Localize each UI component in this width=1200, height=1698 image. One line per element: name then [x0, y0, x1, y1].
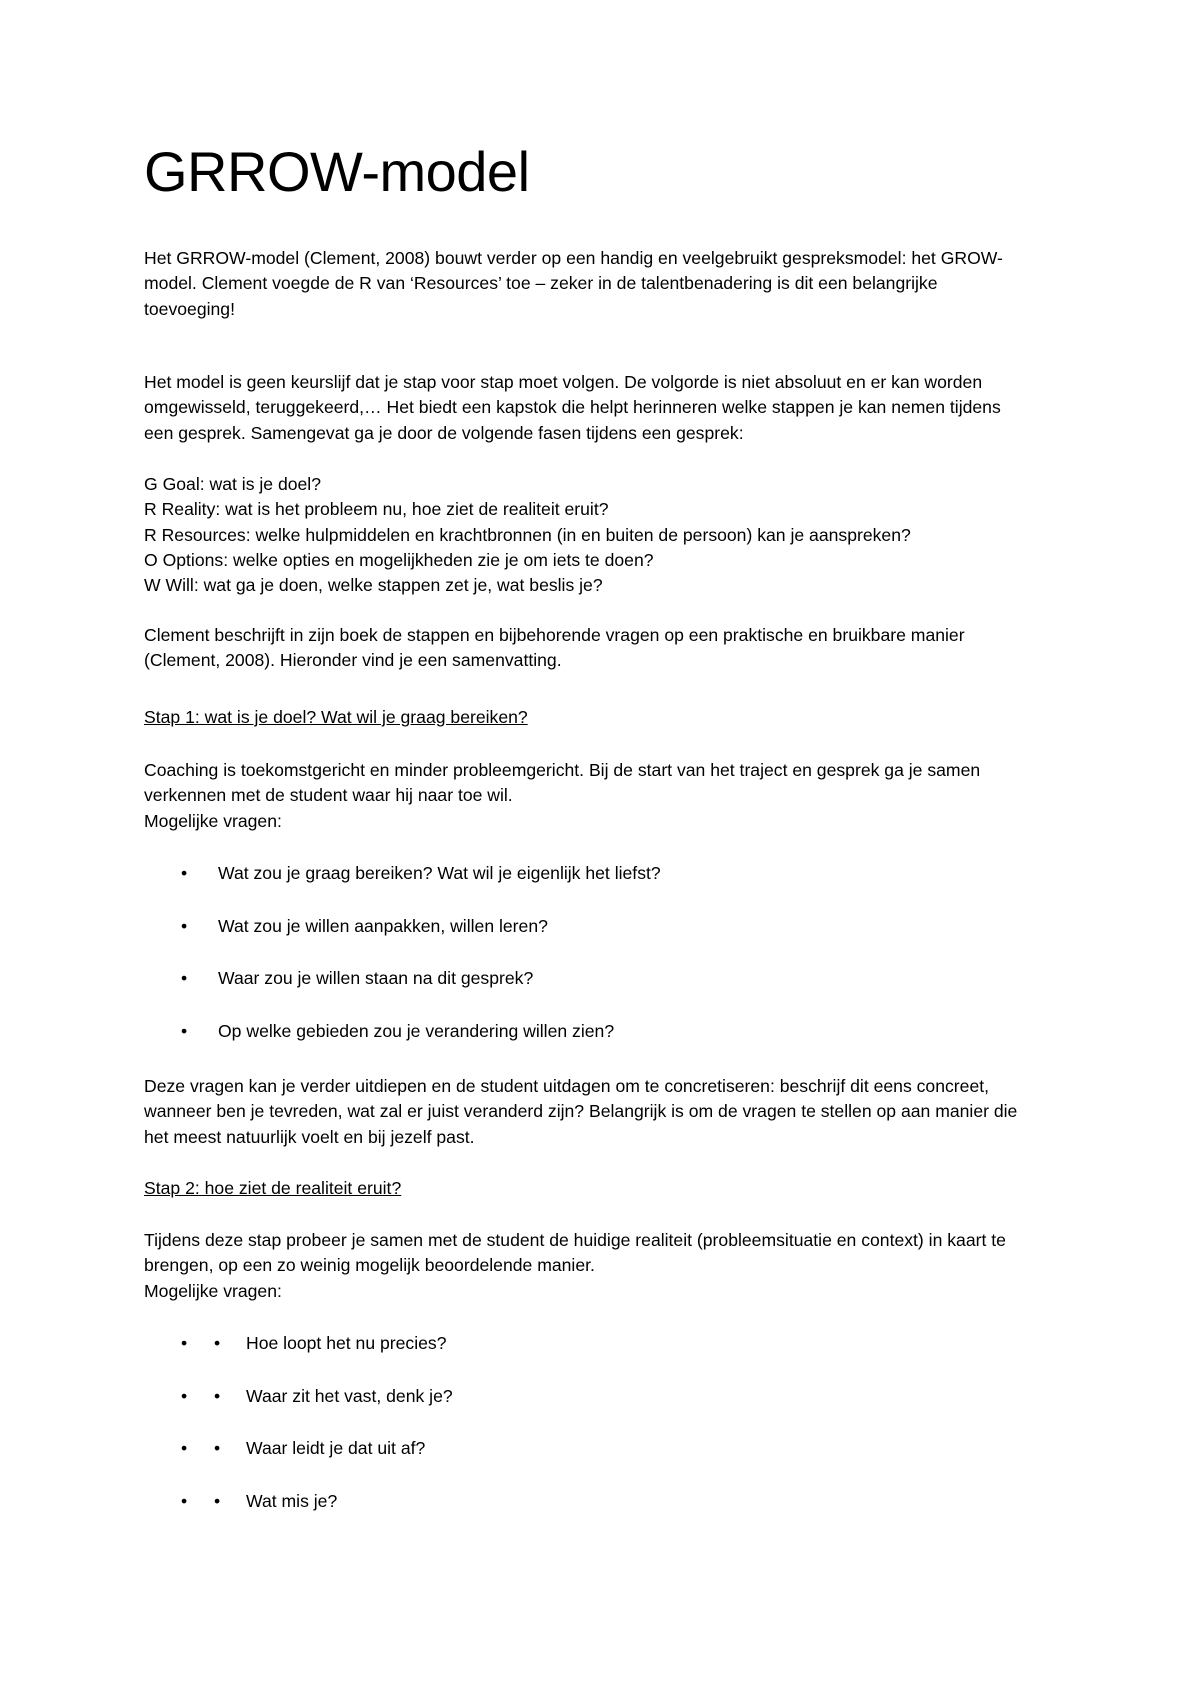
- phase-goal: G Goal: wat is je doel?: [144, 474, 322, 494]
- step1-body: [144, 758, 1074, 834]
- summary-line: (Clement, 2008). Hieronder vind je een samenvatting.: [144, 650, 562, 671]
- question-text: Waar leidt je dat uit af?: [246, 1438, 426, 1458]
- bullet-icon: •: [181, 1333, 188, 1353]
- model-line: een gesprek. Samengevat ga je door de volgende fasen tijdens een gesprek:: [144, 422, 744, 443]
- step1-heading: [144, 705, 1074, 730]
- bullet-icon: •: [181, 968, 188, 988]
- step2-body-line: brengen, op een zo weinig mogelijk beoordelende manier.: [144, 1255, 595, 1276]
- bullet-icon: •: [214, 1438, 221, 1458]
- phases-list: [144, 472, 1074, 598]
- phase-options: O Options: welke opties en mogelijkheden zie je om iets te doen?: [144, 549, 654, 570]
- question-text: Wat zou je graag bereiken? Wat wil je eigenlijk het liefst?: [218, 863, 661, 883]
- step1-heading-text: Stap 1: wat is je doel? Wat wil je graag bereiken?: [144, 707, 528, 727]
- question-text: Op welke gebieden zou je verandering willen zien?: [218, 1020, 615, 1041]
- question-text: Hoe loopt het nu precies?: [246, 1333, 447, 1353]
- bullet-icon: •: [181, 1020, 188, 1041]
- step1-after-line: Deze vragen kan je verder uitdiepen en de student uitdagen om te concretiseren: beschrijf dit eens concreet,: [144, 1076, 990, 1096]
- bullet-icon: •: [214, 1333, 221, 1353]
- step2-heading-text: Stap 2: hoe ziet de realiteit eruit?: [144, 1178, 402, 1198]
- bullet-icon: •: [214, 1385, 221, 1406]
- step1-after-line: wanneer ben je tevreden, wat zal er juist veranderd zijn? Belangrijk is om de vragen te stellen op aan manier die: [144, 1101, 1018, 1122]
- question-text: Waar zou je willen staan na dit gesprek?: [218, 968, 534, 988]
- bullet-icon: •: [181, 915, 188, 936]
- phase-resources: R Resources: welke hulpmiddelen en krachtbronnen (in en buiten de persoon) kan je aanspreken?: [144, 524, 911, 545]
- intro-line: toevoeging!: [144, 298, 235, 319]
- phase-will: W Will: wat ga je doen, welke stappen zet je, wat beslis je?: [144, 575, 603, 596]
- intro-paragraph: [144, 246, 1074, 322]
- intro-line: Het GRROW-model (Clement, 2008) bouwt verder op een handig en veelgebruikt gespreksmodel: het GROW-: [144, 248, 1003, 268]
- question-text: Waar zit het vast, denk je?: [246, 1385, 453, 1406]
- bullet-icon: •: [181, 1438, 188, 1458]
- bullet-icon: •: [181, 1385, 188, 1406]
- summary-paragraph: [144, 623, 1074, 674]
- intro-line: model. Clement voegde de R van ‘Resources’ toe – zeker in de talentbenadering is dit een belangrijke: [144, 273, 938, 294]
- step2-body: [144, 1228, 1074, 1304]
- step2-body-line: Tijdens deze stap probeer je samen met de student de huidige realiteit (probleemsituatie en context) in kaart te: [144, 1230, 1006, 1250]
- model-line: Het model is geen keurslijf dat je stap voor stap moet volgen. De volgorde is niet absoluut en er kan worden: [144, 372, 983, 392]
- step1-body-line: verkennen met de student waar hij naar toe wil.: [144, 785, 513, 806]
- step1-body-line: Coaching is toekomstgericht en minder probleemgericht. Bij de start van het traject en gesprek ga je samen: [144, 760, 981, 780]
- step1-body-line: Mogelijke vragen:: [144, 810, 282, 831]
- step2-heading: [144, 1176, 1074, 1201]
- bullet-icon: •: [181, 1490, 188, 1511]
- step1-after: [144, 1074, 1074, 1150]
- step2-body-line: Mogelijke vragen:: [144, 1280, 282, 1301]
- phase-reality: R Reality: wat is het probleem nu, hoe ziet de realiteit eruit?: [144, 499, 609, 520]
- document-title: GRROW-model: [144, 140, 530, 203]
- model-paragraph: [144, 370, 1074, 446]
- step1-after-line: het meest natuurlijk voelt en bij jezelf past.: [144, 1126, 475, 1147]
- question-text: Wat zou je willen aanpakken, willen leren?: [218, 915, 548, 936]
- bullet-icon: •: [214, 1490, 221, 1511]
- question-text: Wat mis je?: [246, 1490, 338, 1511]
- model-line: omgewisseld, teruggekeerd,… Het biedt een kapstok die helpt herinneren welke stappen je kan nemen tijdens: [144, 397, 1001, 418]
- summary-line: Clement beschrijft in zijn boek de stappen en bijbehorende vragen op een praktische en bruikbare manier: [144, 625, 965, 645]
- bullet-icon: •: [181, 863, 188, 883]
